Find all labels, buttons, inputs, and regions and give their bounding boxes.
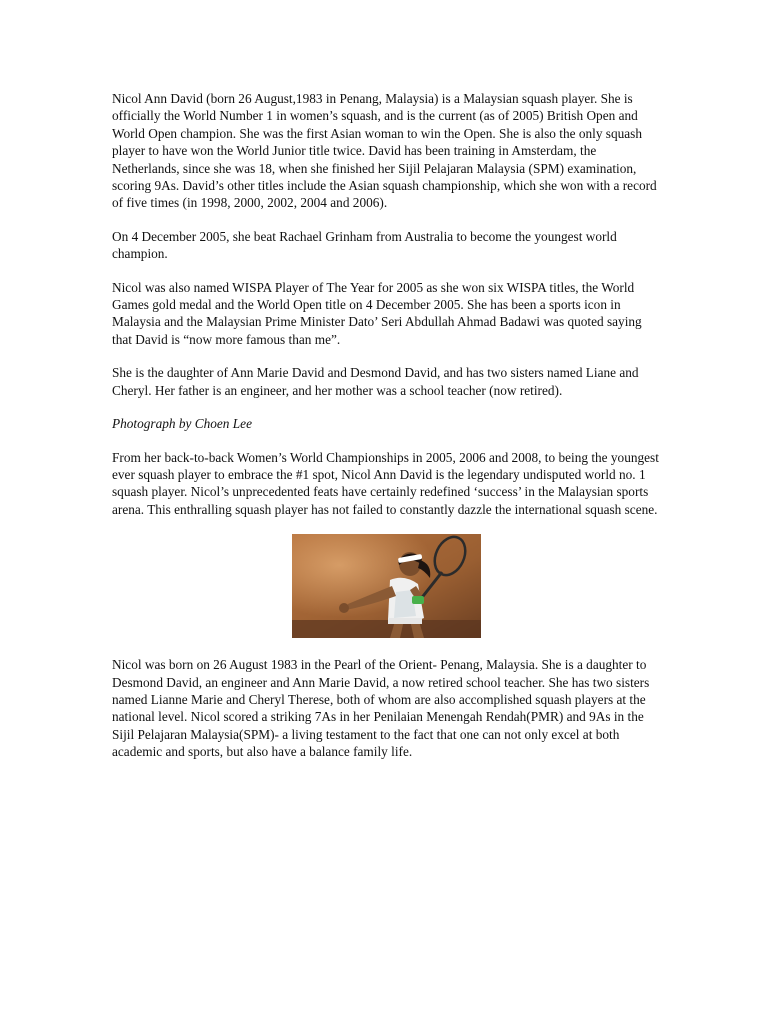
paragraph-intro-bio: Nicol Ann David (born 26 August,1983 in Penang, Malaysia) is a Malaysian squash player. She is officially the World Number 1 in women’s squash, and is the current (as of 2005) British Open and World Open champion. She was the first Asian woman to win the Open. She is also the only squash player to have won the World Junior title twice. David has been training in Amsterdam, the Netherlands, since she was 18, when she finished her Sijil Pelajaran Malaysia (SPM) examination, scoring 9As. David’s other titles include the Asian squash championship, which she won with a record of five times (in 1998, 2000, 2002, 2004 and 2006). bbox=[112, 91, 657, 211]
photo-container bbox=[112, 534, 660, 638]
paragraph-championships: From her back-to-back Women’s World Championships in 2005, 2006 and 2008, to being the youngest ever squash player to embrace the #1 spot, Nicol Ann David is the legendary undisputed world no. 1 squash player. Nicol’s unprecedented feats have certainly redefined ‘success’ in the Malaysian sports arena. This enthralling squash player has not failed to constantly dazzle the international squash scene. bbox=[112, 449, 659, 517]
squash-player-photo bbox=[292, 534, 481, 638]
paragraph-wispa: Nicol was also named WISPA Player of The Year for 2005 as she won six WISPA titles, the World Games gold medal and the World Open title on 4 December 2005. She has been a sports icon in Malaysia and the Malaysian Prime Minister Dato’ Seri Abdullah Ahmad Badawi was quoted saying that David is “now more famous than me”. bbox=[112, 279, 642, 347]
document-page bbox=[112, 90, 660, 777]
paragraph-world-champion: On 4 December 2005, she beat Rachael Grinham from Australia to become the youngest world champion. bbox=[112, 228, 617, 262]
photo-caption: Photograph by Choen Lee bbox=[112, 416, 252, 432]
paragraph-early-life: Nicol was born on 26 August 1983 in the Pearl of the Orient- Penang, Malaysia. She is a daughter to Desmond David, an engineer and Ann Marie David, a now retired school teacher. She has two sisters named Lianne Marie and Cheryl Therese, both of whom are also accomplished squash players at the national level. Nicol scored a striking 7As in her Penilaian Menengah Rendah(PMR) and 9As in the Sijil Pelajaran Malaysia(SPM)- a living testament to the fact that one can not only excel at both academic and sports, but also have a balance family life. bbox=[112, 657, 650, 760]
paragraph-family: She is the daughter of Ann Marie David and Desmond David, and has two sisters named Liane and Cheryl. Her father is an engineer, and her mother was a school teacher (now retired). bbox=[112, 365, 639, 398]
